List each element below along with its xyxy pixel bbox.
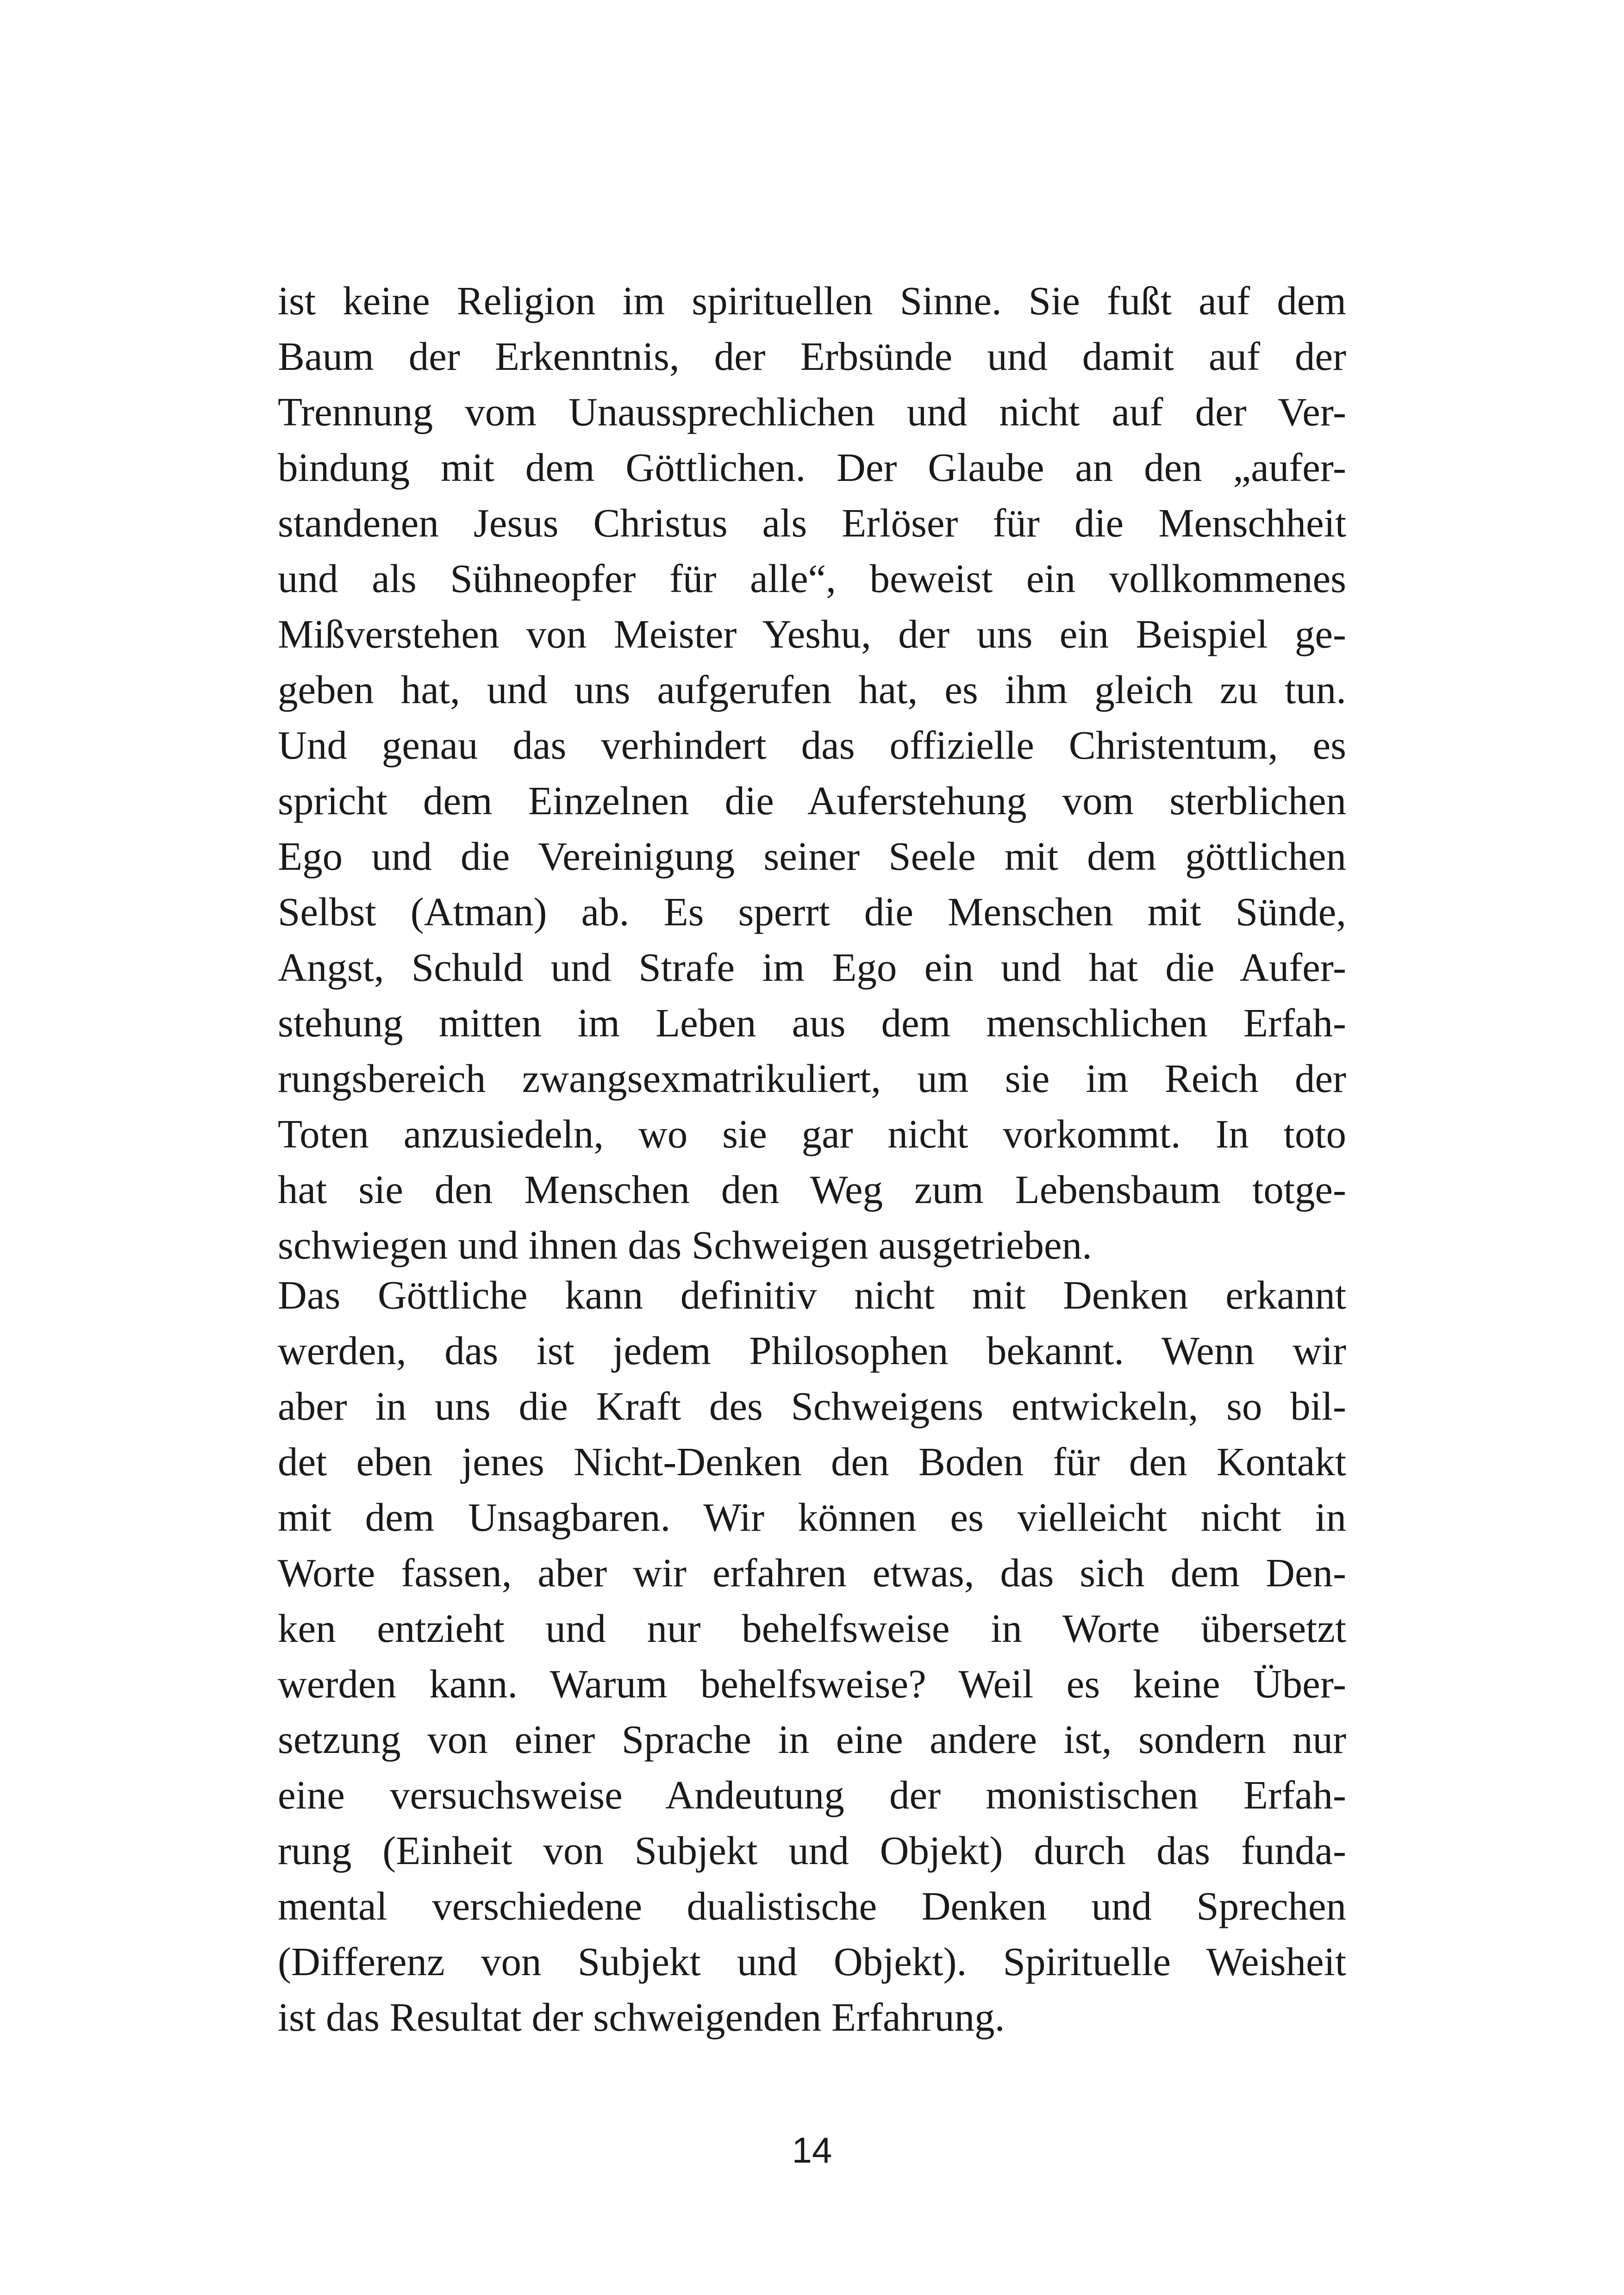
text-line: mental verschiedene dualistische Denken und Sprechen [278, 1883, 1346, 1928]
text-line: ken entzieht und nur behelfsweise in Worte übersetzt [278, 1606, 1346, 1651]
text-line: schwiegen und ihnen das Schweigen ausgetrieben. [278, 1222, 1092, 1267]
text-line: bindung mit dem Göttlichen. Der Glaube an den „aufer- [278, 445, 1346, 490]
text-line: eine versuchsweise Andeutung der monistischen Erfah- [278, 1772, 1346, 1817]
text-line: Und genau das verhindert das offizielle Christentum, es [278, 723, 1346, 767]
text-line: stehung mitten im Leben aus dem menschlichen Erfah- [278, 1000, 1346, 1045]
text-line: geben hat, und uns aufgerufen hat, es ihm gleich zu tun. [278, 667, 1346, 712]
text-line: (Differenz von Subjekt und Objekt). Spirituelle Weisheit [278, 1939, 1346, 1984]
body-paragraph [278, 273, 1346, 1273]
text-line: Ego und die Vereinigung seiner Seele mit dem göttlichen [278, 834, 1346, 879]
text-line: Baum der Erkenntnis, der Erbsünde und damit auf der [278, 334, 1346, 379]
text-line: ist keine Religion im spirituellen Sinne. Sie fußt auf dem [278, 278, 1346, 323]
text-line: setzung von einer Sprache in eine andere ist, sondern nur [278, 1717, 1346, 1762]
text-line: hat sie den Menschen den Weg zum Lebensbaum totge- [278, 1167, 1346, 1212]
text-line: werden, das ist jedem Philosophen bekannt. Wenn wir [278, 1328, 1346, 1373]
text-line: det eben jenes Nicht-Denken den Boden für den Kontakt [278, 1439, 1346, 1484]
text-line: Toten anzusiedeln, wo sie gar nicht vorkommt. In toto [278, 1111, 1346, 1156]
page-number: 14 [792, 2130, 832, 2170]
text-line: Mißverstehen von Meister Yeshu, der uns ein Beispiel ge- [278, 611, 1346, 656]
text-line: Worte fassen, aber wir erfahren etwas, das sich dem Den- [278, 1550, 1346, 1595]
body-paragraph [278, 1267, 1346, 2045]
text-line: rung (Einheit von Subjekt und Objekt) durch das funda- [278, 1828, 1346, 1873]
text-line: rungsbereich zwangsexmatrikuliert, um sie im Reich der [278, 1056, 1346, 1101]
text-line: werden kann. Warum behelfsweise? Weil es keine Über- [278, 1661, 1346, 1706]
text-line: und als Sühneopfer für alle“, beweist ein vollkommenes [278, 556, 1346, 601]
text-line: ist das Resultat der schweigenden Erfahrung. [278, 1995, 1005, 2039]
text-line: Angst, Schuld und Strafe im Ego ein und hat die Aufer- [278, 945, 1346, 990]
text-line: standenen Jesus Christus als Erlöser für die Menschheit [278, 500, 1346, 545]
text-line: spricht dem Einzelnen die Auferstehung vom sterblichen [278, 778, 1346, 823]
text-line: mit dem Unsagbaren. Wir können es vielleicht nicht in [278, 1495, 1346, 1540]
text-line: Selbst (Atman) ab. Es sperrt die Menschen mit Sünde, [278, 889, 1346, 934]
text-line: aber in uns die Kraft des Schweigens entwickeln, so bil- [278, 1384, 1346, 1428]
text-line: Das Göttliche kann definitiv nicht mit Denken erkannt [278, 1272, 1346, 1317]
text-line: Trennung vom Unaussprechlichen und nicht auf der Ver- [278, 389, 1346, 434]
